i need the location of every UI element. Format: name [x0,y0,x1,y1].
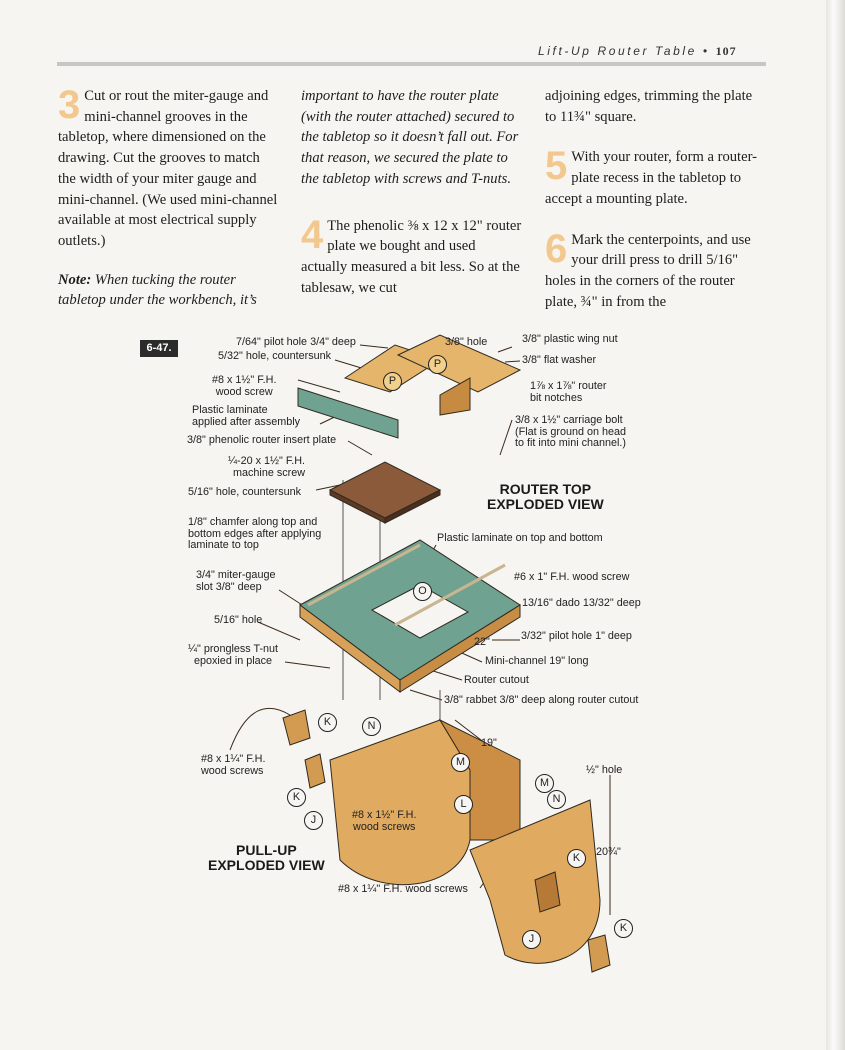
cleat-end [440,378,470,415]
label-line: slot 3/8" deep [196,580,262,593]
label-carriage-bolt [515,415,626,450]
label-line: ¼" prongless T-nut [188,643,279,655]
block-k-top [283,710,310,745]
step-3-text: Cut or rout the miter-gauge and mini-channel grooves in the tabletop, where dimensioned on the drawing. Cut the grooves to match the width of your miter gauge and mini-channel. (We used mini-channel available at most electrical supply outlets.) [58,88,278,249]
leader-line [430,670,462,680]
label-dimension-2034: 20¾" [596,846,621,858]
label-line: 1⅞ x 1⅞" router [530,380,607,392]
header-bullet: • [702,44,710,58]
label-router-cutout: Router cutout [464,674,529,686]
label-line: laminate to top [188,539,259,551]
label-pilot-hole-332: 3/32" pilot hole 1" deep [521,630,632,642]
step-5-text: With your router, form a router-plate recess in the tabletop to accept a mounting plate. [545,149,758,207]
leader-line [348,441,372,455]
note-text-part-2: important to have the router plate (with the router attached) secured to the tabletop so it doesn’t fall out. For that reason, we secured the plate to the tabletop with screws and T-nuts. [301,88,519,187]
label-rabbet: 3/8" rabbet 3/8" deep along router cutout [444,694,639,706]
step-4-number: 4 [301,212,324,257]
label-line: #8 x 1¼" F.H. [201,753,266,765]
callout-p: P [428,355,447,374]
label-pilot-hole: 7/64" pilot hole 3/4" deep [236,336,356,348]
label-screws-8-114-left [201,754,265,777]
callout-p: P [383,372,402,391]
callout-n: N [547,790,566,809]
leader-line [360,345,388,348]
label-line: 3/4" miter-gauge [196,569,276,581]
step-6-number: 6 [545,226,568,271]
label-mini-channel: Mini-channel 19" long [485,655,589,667]
laminate-strip [298,388,398,438]
pull-up-side-left [330,720,470,885]
leader-line [285,662,330,668]
label-machine-screw [228,456,305,479]
label-line: machine screw [233,466,306,479]
label-laminate-applied [192,405,300,428]
callout-j: J [522,930,541,949]
label-line: applied after assembly [192,415,301,428]
phenolic-router-plate [330,462,440,518]
page-number: 107 [715,44,737,58]
callout-k: K [287,788,306,807]
router-top-title [487,482,604,512]
label-laminate-top-bottom: Plastic laminate on top and bottom [437,532,603,544]
step-5-number: 5 [545,144,568,189]
label-line: ¼-20 x 1½" F.H. [228,455,306,467]
label-line: #8 x 1½" F.H. [212,374,277,386]
label-line: wood screws [201,764,264,777]
label-wing-nut: 3/8" plastic wing nut [522,333,618,345]
pull-up-title [208,843,325,873]
label-line: (Flat is ground on head [515,425,627,438]
leader-line [505,361,520,362]
label-hole-38: 3/8" hole [445,336,488,348]
note-text-part-1: When tucking the router tabletop under the workbench, it’s [58,271,257,309]
label-line: bit notches [530,391,583,404]
title-line: EXPLODED VIEW [208,857,325,873]
note-label: Note: [58,271,92,288]
label-tnut [188,644,278,667]
label-miter-slot [196,570,275,593]
title-line: PULL-UP [236,842,297,858]
callout-m: M [451,753,470,772]
label-bit-notches [530,381,606,404]
step-4-text-part-2: adjoining edges, trimming the plate to 11¾" square. [545,88,753,125]
label-line: epoxied in place [194,654,273,667]
callout-k: K [614,919,633,938]
callout-k: K [318,713,337,732]
label-dimension-19: 19" [481,737,497,749]
label-chamfer [188,517,321,552]
label-line: wood screw [215,385,273,398]
running-title: Lift-Up Router Table [538,44,697,58]
leader-line [258,622,300,640]
label-dado: 13/16" dado 13/32" deep [522,597,641,609]
block-k-left [305,754,325,788]
callout-l: L [454,795,473,814]
label-line: wood screws [353,820,416,833]
label-screw-6-1: #6 x 1" F.H. wood screw [514,571,630,583]
label-hole-countersunk-516: 5/16" hole, countersunk [188,486,302,498]
label-flat-washer: 3/8" flat washer [522,354,597,366]
label-line: 3/8 x 1½" carriage bolt [515,414,623,426]
title-line: ROUTER TOP [499,481,592,497]
step-4-text-part-1: The phenolic ⅜ x 12 x 12" router plate we bought and used actually measured a bit less. So at the tablesaw, we cut [301,217,522,296]
leader-line [410,690,442,700]
leader-line [230,708,290,750]
label-screws-8-112-center [352,810,416,833]
label-dimension-22: 22" [474,636,490,648]
figure-number-badge: 6-47. [140,340,178,357]
callout-n: N [362,717,381,736]
label-line: #8 x 1½" F.H. [352,809,417,821]
label-hole-516: 5/16" hole [214,614,263,626]
block-right [535,872,560,912]
leader-line [498,347,512,352]
label-line: Plastic laminate [192,404,268,416]
title-line: EXPLODED VIEW [487,496,604,512]
callout-k: K [567,849,586,868]
callout-o: O [413,582,432,601]
leader-line [500,420,512,455]
callout-j: J [304,811,323,830]
step-6-text: Mark the centerpoints, and use your drill press to drill 5/16" holes in the corners of the router plate, ¾" in from the [545,231,751,310]
callout-m: M [535,774,554,793]
label-line: to fit into mini channel.) [515,437,627,449]
label-phenolic-insert: 3/8" phenolic router insert plate [187,434,337,446]
step-3-number: 3 [58,83,81,127]
label-screw-8-112 [212,375,276,398]
label-hole-12: ½" hole [586,764,623,776]
label-line: 1/8" chamfer along top and [188,516,318,528]
label-hole-countersunk-532: 5/32" hole, countersunk [218,350,332,362]
label-screws-8-114-bottom: #8 x 1¼" F.H. wood screws [338,883,468,895]
label-line: bottom edges after applying [188,527,322,540]
block-k-bottom [588,935,610,972]
